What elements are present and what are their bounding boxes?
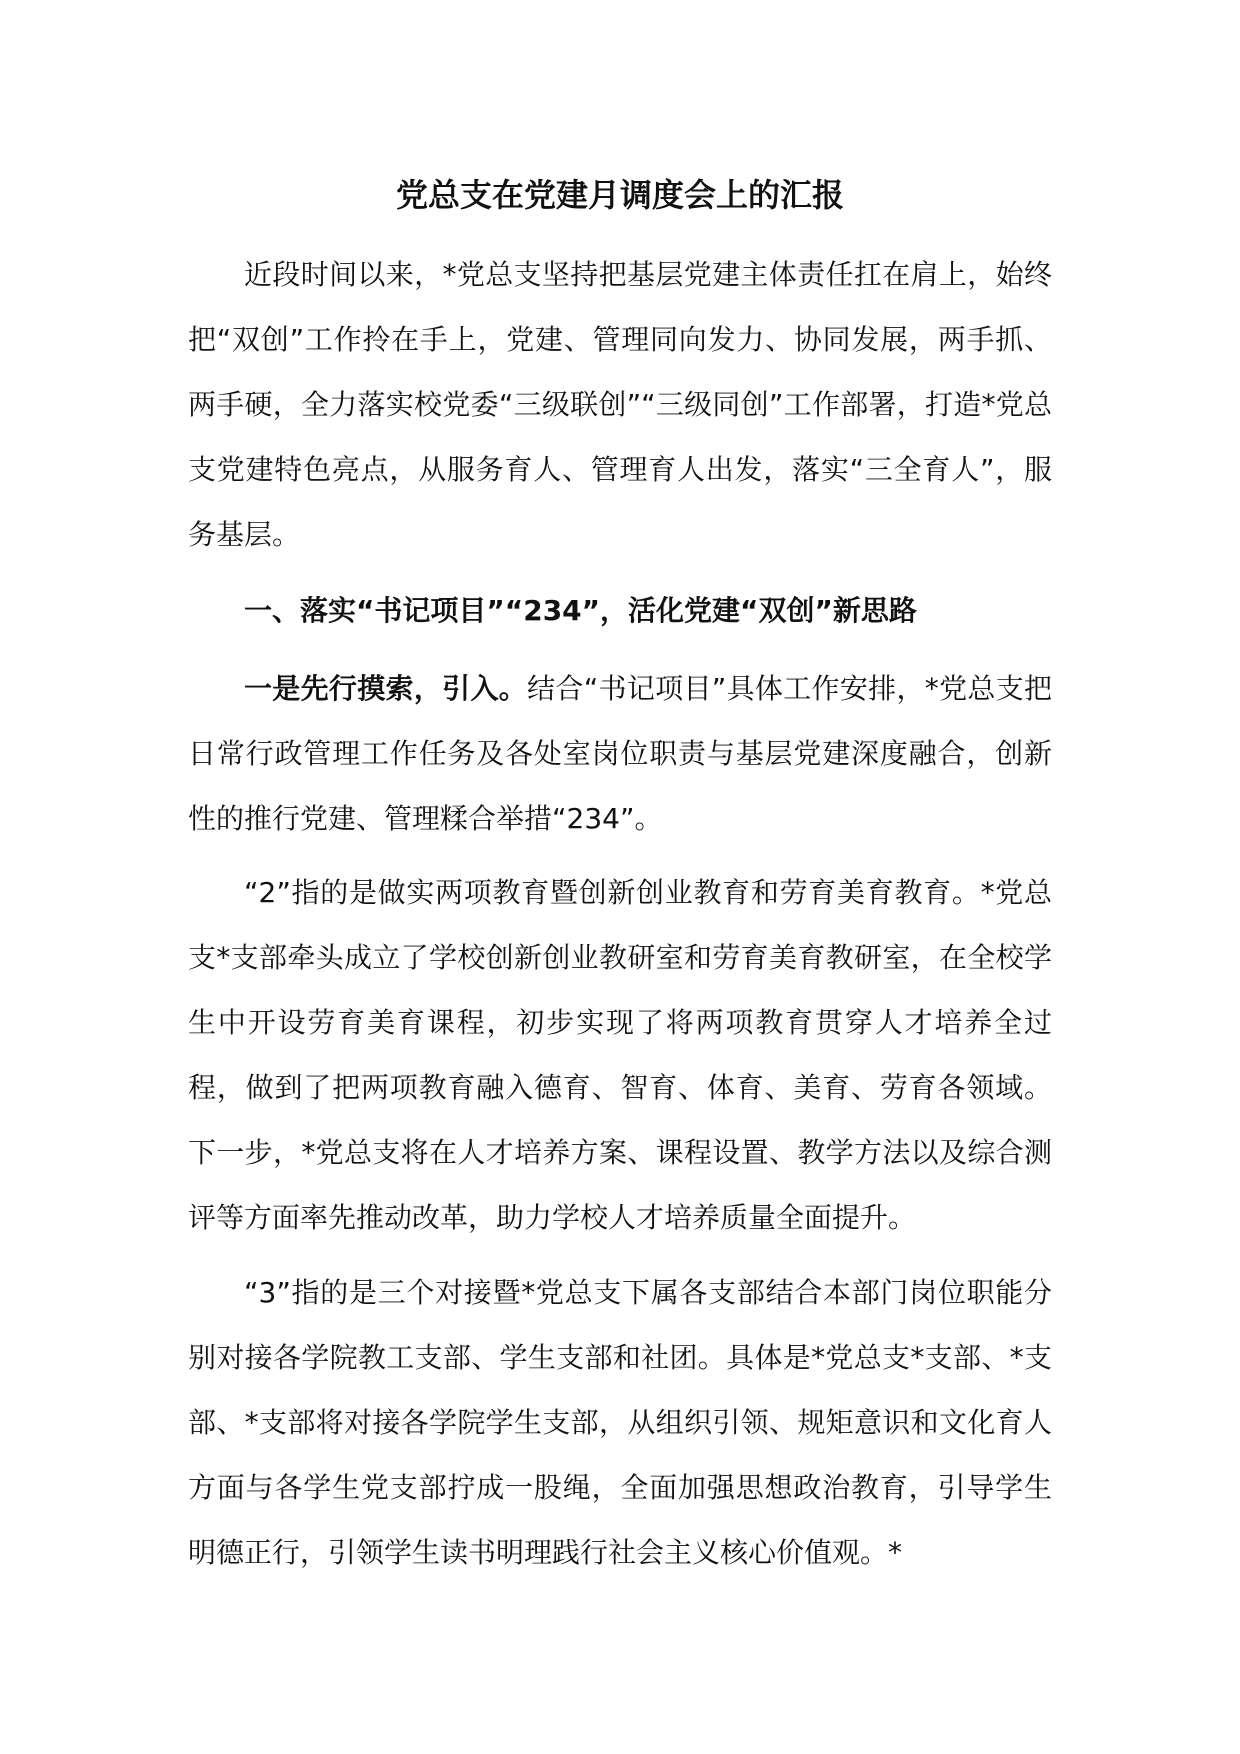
paragraph-two-education: “2”指的是做实两项教育暨创新创业教育和劳育美育教育。*党总支*支部牵头成立了学校创新创业教研室和劳育美育教研室，在全校学生中开设劳育美育课程，初步实现了将两项教育贯穿人才培养全过程，做到了把两项教育融入德育、智育、体育、美育、劳育各领域。下一步，*党总支将在人才培养方案、课程设置、教学方法以及综合测评等方面率先推动改革，助力学校人才培养质量全面提升。	[188, 876, 1052, 1234]
section-heading-1: 一、落实“书记项目”“234”，活化党建“双创”新思路	[244, 594, 917, 627]
paragraph-three-docking: “3”指的是三个对接暨*党总支下属各支部结合本部门岗位职能分别对接各学院教工支部、学生支部和社团。具体是*党总支*支部、*支部、*支部将对接各学院学生支部，从组织引领、规矩意识和文化育人方面与各学生党支部拧成一股绳，全面加强思想政治教育，引导学生明德正行，引领学生读书明理践行社会主义核心价值观。*	[188, 1276, 1052, 1569]
document-title: 党总支在党建月调度会上的汇报	[395, 176, 844, 214]
paragraph-body: 结合“书记项目”具体工作安排，*党总支把日常行政管理工作任务及各处室岗位职责与基层党建深度融合，创新性的推行党建、管理糅合举措“234”。	[188, 672, 1052, 835]
paragraph-intro: 近段时间以来，*党总支坚持把基层党建主体责任扛在肩上，始终把“双创”工作拎在手上，党建、管理同向发力、协同发展，两手抓、两手硬，全力落实校党委“三级联创”“三级同创”工作部署，打造*党总支党建特色亮点，从服务育人、管理育人出发，落实“三全育人”，服务基层。	[188, 258, 1052, 551]
paragraph-first-point	[188, 656, 1052, 851]
paragraph-lead: 一是先行摸索，引入。	[244, 672, 528, 705]
